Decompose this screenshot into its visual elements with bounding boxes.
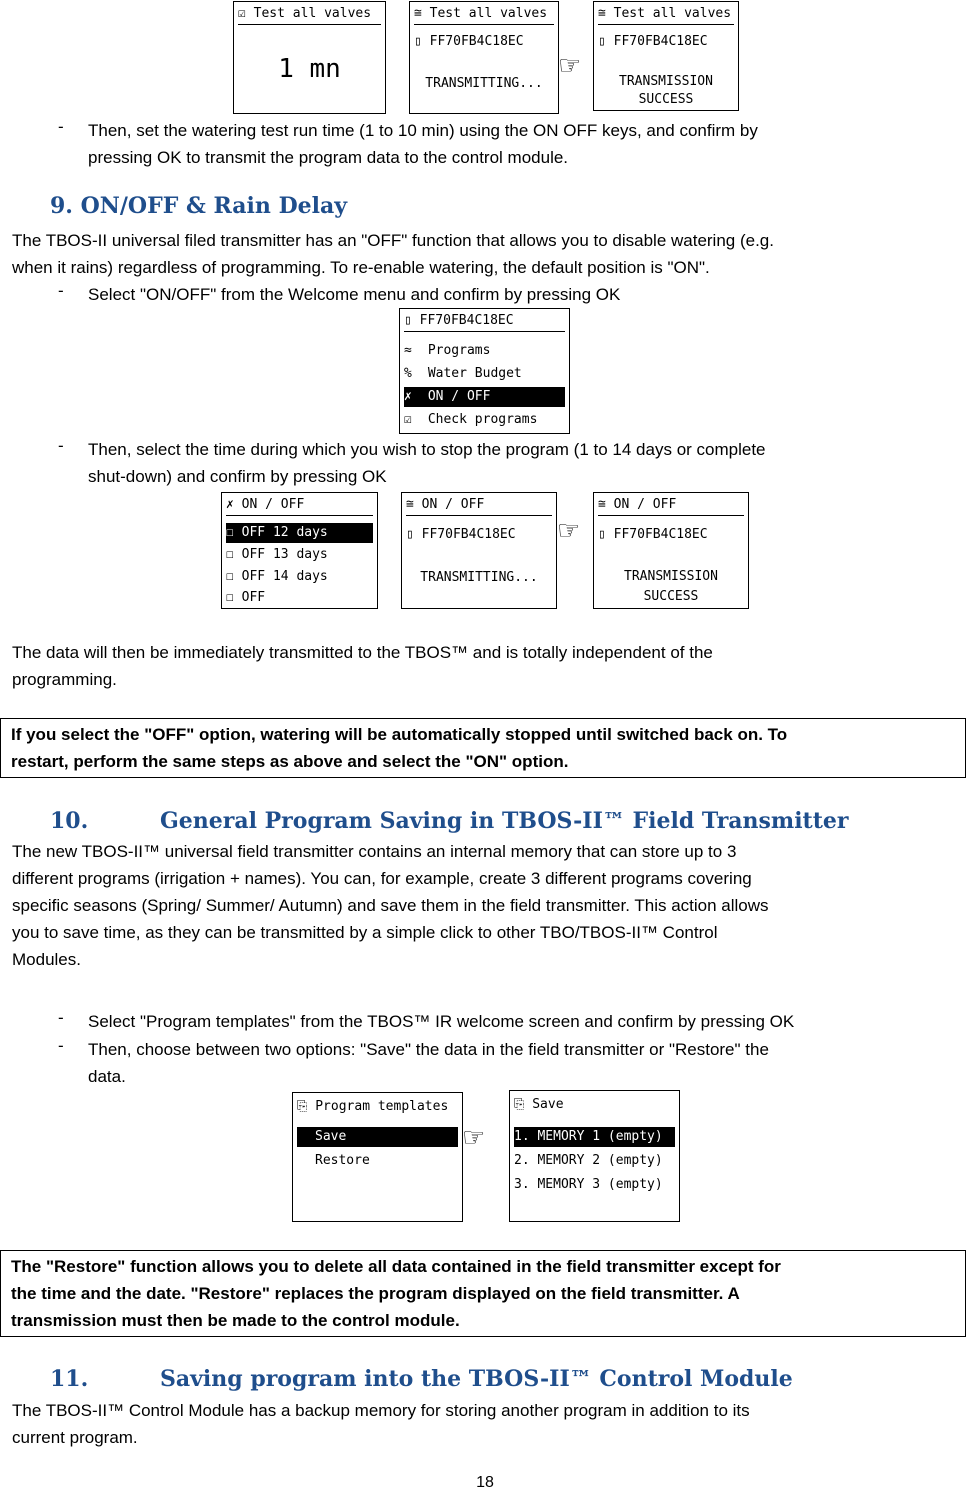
lcd-test-time	[233, 1, 386, 114]
memory-slot: 1. MEMORY 1 (empty)	[514, 1127, 675, 1147]
hand-pointer-icon: ☞	[558, 50, 582, 80]
program-icon: ⎘	[514, 1097, 525, 1112]
lcd-title-text: Program templates	[315, 1099, 449, 1114]
lcd-title	[297, 1097, 458, 1117]
box-icon: ☐	[226, 569, 234, 584]
lcd-title	[226, 495, 373, 516]
section-10-note-box	[0, 1250, 966, 1337]
menu-item-label: Water Budget	[427, 366, 522, 381]
transmit-status-line2: SUCCESS	[643, 589, 699, 604]
programs-icon: ≈	[404, 343, 412, 358]
menu-item-label: ON / OFF	[427, 389, 491, 404]
text-line: specific seasons (Spring/ Summer/ Autumn) and save them in the field transmitter. This action allows	[12, 896, 769, 915]
device-id: FF70FB4C18EC	[613, 34, 708, 49]
lcd-title-text: Test all valves	[253, 6, 372, 21]
section-9-note-box	[0, 718, 966, 778]
text-line: The TBOS-II™ Control Module has a backup memory for storing another program in addition to its	[12, 1401, 750, 1420]
box-icon: ☐	[226, 590, 234, 605]
text-line: shut-down) and confirm by pressing OK	[88, 467, 387, 486]
menu-item-water-budget	[404, 364, 565, 384]
program-icon: ⎘	[297, 1099, 308, 1114]
device-icon: ▯	[404, 313, 412, 328]
device-id-row	[406, 525, 552, 545]
signal-icon: ≅	[414, 6, 422, 21]
bullet-dash: -	[58, 1008, 64, 1027]
checkbox-icon: ☑	[238, 6, 246, 21]
off-item-label: OFF 14 days	[241, 569, 328, 584]
cross-icon: ✗	[226, 497, 234, 512]
transmit-status: TRANSMITTING...	[425, 76, 543, 91]
lcd-onoff-transmitting	[401, 492, 557, 609]
page-number: 18	[476, 1474, 494, 1491]
signal-icon: ≅	[598, 6, 606, 21]
lcd-title-text: ON / OFF	[421, 497, 485, 512]
device-icon: ▯	[414, 34, 422, 49]
off-item-label: OFF 12 days	[241, 525, 328, 540]
lcd-onoff-success	[593, 492, 749, 609]
test-time-value: 1 mn	[278, 54, 341, 84]
section-10-bullet-2	[88, 1036, 930, 1090]
device-id-row	[404, 311, 565, 332]
menu-item-on-off	[404, 387, 565, 407]
section-9-after	[12, 639, 713, 693]
device-icon: ▯	[598, 34, 606, 49]
lcd-off-days	[221, 492, 378, 609]
text-line: transmission must then be made to the control module.	[11, 1311, 460, 1330]
lcd-title	[238, 4, 381, 25]
text-line: The TBOS-II universal filed transmitter has an "OFF" function that allows you to disable watering (e.g.	[12, 231, 774, 250]
lcd-test-success	[593, 1, 739, 111]
off-item-label: OFF 13 days	[241, 547, 328, 562]
off-item	[226, 567, 373, 587]
lcd-title	[406, 495, 552, 516]
hand-pointer-icon: ☞	[462, 1122, 486, 1152]
section-9-bullet-1: Select "ON/OFF" from the Welcome menu and confirm by pressing OK	[88, 285, 621, 304]
text-line: you to save time, as they can be transmitted by a simple click to other TBO/TBOS-II™ Control	[12, 923, 718, 942]
off-item	[226, 523, 373, 543]
text-line: programming.	[12, 670, 117, 689]
lcd-title-text: ON / OFF	[241, 497, 305, 512]
text-line: current program.	[12, 1428, 138, 1447]
lcd-welcome-menu	[399, 308, 570, 434]
text-line: The new TBOS-II™ universal field transmitter contains an internal memory that can store up to 3	[12, 842, 737, 861]
lcd-program-templates	[292, 1092, 463, 1222]
off-item-label: OFF	[241, 590, 266, 605]
transmit-status: TRANSMITTING...	[420, 570, 538, 585]
checkbox-icon: ☑	[404, 412, 412, 427]
memory-slot: 2. MEMORY 2 (empty)	[514, 1153, 663, 1168]
section-10-paragraph	[12, 838, 960, 973]
device-id: FF70FB4C18EC	[613, 527, 708, 542]
off-item	[226, 588, 373, 608]
percent-icon: %	[404, 366, 412, 381]
device-id-row	[598, 525, 744, 545]
text-line: Then, select the time during which you wish to stop the program (1 to 14 days or complete	[88, 440, 766, 459]
device-id: FF70FB4C18EC	[419, 313, 514, 328]
memory-slot: 3. MEMORY 3 (empty)	[514, 1177, 663, 1192]
box-icon: ☐	[226, 547, 234, 562]
text-line: the time and the date. "Restore" replaces the program displayed on the field transmitter. A	[11, 1284, 740, 1303]
section-10-bullet-1: Select "Program templates" from the TBOS™ IR welcome screen and confirm by pressing OK	[88, 1012, 795, 1031]
bullet-dash: -	[58, 281, 64, 300]
device-icon: ▯	[598, 527, 606, 542]
bullet-dash: -	[58, 436, 64, 455]
transmit-status-line1: TRANSMISSION	[619, 74, 713, 89]
bullet-dash: -	[58, 1036, 64, 1055]
text-line: The "Restore" function allows you to delete all data contained in the field transmitter except for	[11, 1257, 781, 1276]
text-line: The data will then be immediately transmitted to the TBOS™ and is totally independent of the	[12, 643, 713, 662]
lcd-title-text: Save	[532, 1097, 564, 1112]
section-11-title: Saving program into the TBOS-II™ Control Module	[160, 1366, 793, 1392]
template-option-save: Save	[297, 1127, 458, 1147]
template-option-restore: Restore	[315, 1153, 370, 1168]
section-9-heading: 9. ON/OFF & Rain Delay	[50, 193, 348, 219]
section-11-paragraph	[12, 1397, 750, 1451]
cross-icon: ✗	[404, 389, 412, 404]
menu-item-check-programs	[404, 410, 565, 430]
transmit-status-line2: SUCCESS	[638, 92, 694, 107]
lcd-title-text: Test all valves	[429, 6, 548, 21]
section-9-intro	[12, 227, 774, 281]
device-id-row	[598, 32, 734, 52]
hand-pointer-icon: ☞	[557, 515, 581, 545]
lcd-title-text: ON / OFF	[613, 497, 677, 512]
text-line: If you select the "OFF" option, watering will be automatically stopped until switched back on. To	[11, 725, 788, 744]
menu-item-programs	[404, 341, 565, 361]
lcd-test-transmitting	[409, 1, 559, 114]
lcd-title	[598, 4, 734, 25]
signal-icon: ≅	[598, 497, 606, 512]
text-line: Modules.	[12, 950, 81, 969]
lcd-title	[414, 4, 554, 25]
text-line: data.	[88, 1067, 126, 1086]
lcd-save-memory	[509, 1090, 680, 1222]
menu-item-label: Programs	[427, 343, 491, 358]
test-bullet-text	[88, 117, 930, 171]
text-line: when it rains) regardless of programming. To re-enable watering, the default position is "ON".	[12, 258, 710, 277]
section-10-title: General Program Saving in TBOS-II™ Field Transmitter	[160, 808, 849, 834]
box-icon: ☐	[226, 525, 234, 540]
transmit-status-line1: TRANSMISSION	[624, 569, 718, 584]
lcd-title	[598, 495, 744, 516]
section-11-number: 11.	[50, 1366, 89, 1392]
bullet-dash: -	[58, 117, 64, 136]
device-icon: ▯	[406, 527, 414, 542]
section-10-number: 10.	[50, 808, 89, 834]
device-id: FF70FB4C18EC	[429, 34, 524, 49]
text-line: Then, set the watering test run time (1 to 10 min) using the ON OFF keys, and confirm by	[88, 121, 758, 140]
signal-icon: ≅	[406, 497, 414, 512]
text-line: different programs (irrigation + names). You can, for example, create 3 different programs covering	[12, 869, 752, 888]
device-id: FF70FB4C18EC	[421, 527, 516, 542]
lcd-title-text: Test all valves	[613, 6, 732, 21]
menu-item-label: Check programs	[427, 412, 538, 427]
device-id-row	[414, 32, 554, 52]
lcd-title	[514, 1095, 675, 1115]
text-line: Then, choose between two options: "Save" the data in the field transmitter or "Restore" the	[88, 1040, 769, 1059]
section-9-bullet-2	[88, 436, 930, 490]
off-item	[226, 545, 373, 565]
text-line: restart, perform the same steps as above and select the "ON" option.	[11, 752, 569, 771]
text-line: pressing OK to transmit the program data to the control module.	[88, 148, 569, 167]
